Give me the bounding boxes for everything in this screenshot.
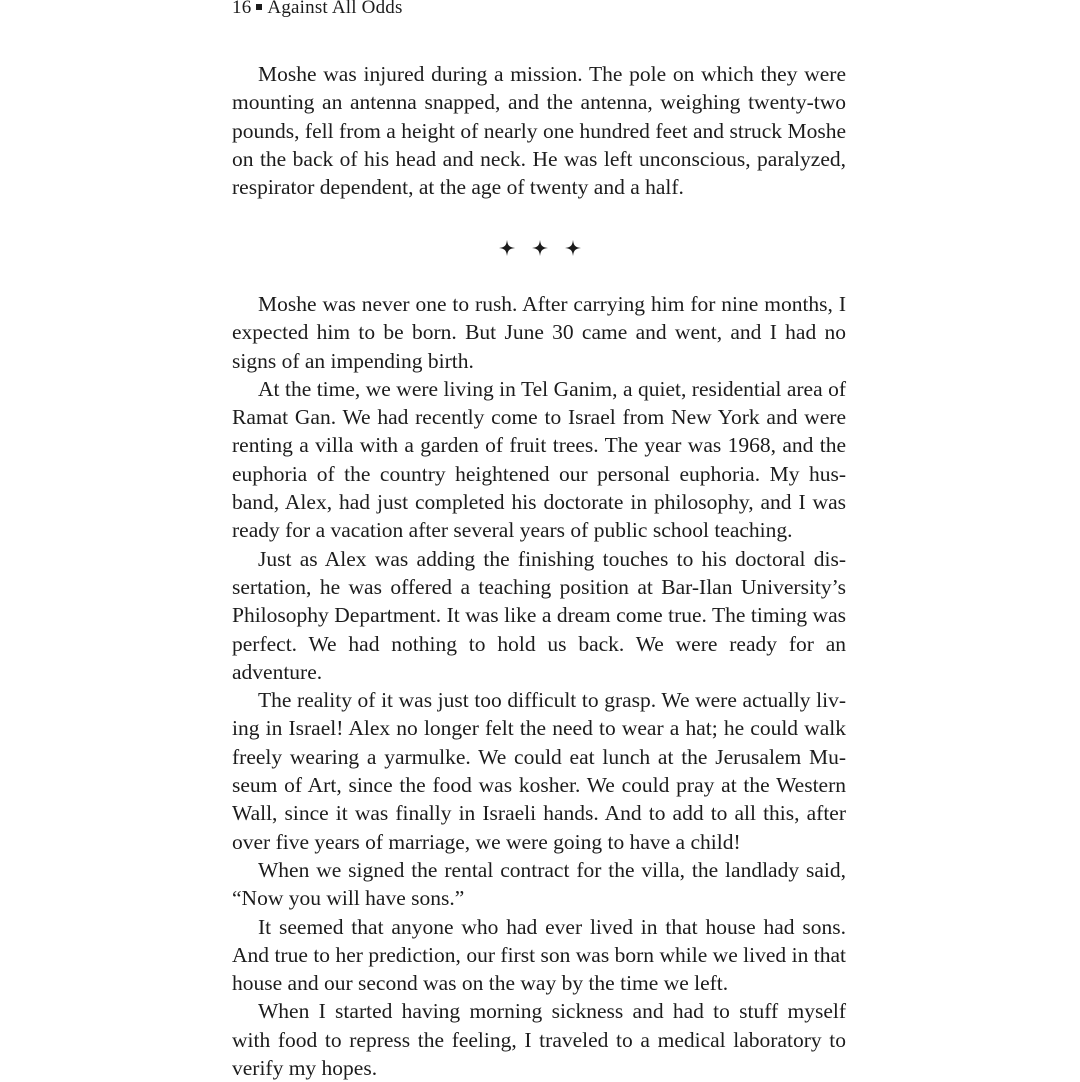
four-point-star-icon <box>564 239 582 257</box>
section-2 <box>232 290 846 1082</box>
paragraph: It seemed that anyone who had ever lived in that house had sons. And true to her prediction, our first son was born while we lived in that house and our second was on the way by the time we left. <box>232 914 846 996</box>
paragraph: The reality of it was just too difficult to grasp. We were actually living in Israel! Alex no longer felt the need to wear a hat; he could walk freely wearing a yarmulke. We could eat lunch at the Jerusalem Museum of Art, since the food was kosher. We could pray at the Western Wall, since it was finally in Israeli hands. And to add to all this, after over five years of marriage, we were going to have a child! <box>232 688 846 854</box>
paragraph: Just as Alex was adding the finishing touches to his doctoral dissertation, he was offered a teaching position at Bar-Ilan University’s Philosophy Department. It was like a dream come true. The timing was perfect. We had nothing to hold us back. We were ready for an adventure. <box>232 546 846 684</box>
running-head <box>232 0 403 20</box>
paragraph: Moshe was never one to rush. After carrying him for nine months, I expected him to be born. But June 30 came and went, and I had no signs of an impending birth. <box>232 292 846 373</box>
bullet-separator-icon <box>256 4 262 10</box>
paragraph: Moshe was injured during a mission. The pole on which they were mounting an antenna snapped, and the antenna, weighing twenty-two pounds, fell from a height of nearly one hundred feet and struck Moshe on the back of his head and neck. He was left unconscious, paralyzed, respirator dependent, at the age of twenty and a half. <box>232 62 846 200</box>
book-title: Against All Odds <box>267 0 403 18</box>
paragraph: At the time, we were living in Tel Ganim, a quiet, residential area of Ramat Gan. We had recently come to Israel from New York and were renting a villa with a garden of fruit trees. The year was 1968, and the euphoria of the country heightened our personal euphoria. My husband, Alex, had just completed his doctorate in philosophy, and I was ready for a vacation after several years of public school teaching. <box>232 376 846 543</box>
four-point-star-icon <box>498 239 516 257</box>
four-point-star-icon <box>531 239 549 257</box>
section-break-ornament <box>498 234 582 262</box>
paragraph: When we signed the rental contract for the villa, the landlady said, “Now you will have sons.” <box>232 857 846 911</box>
page-number: 16 <box>232 0 252 18</box>
paragraph: When I started having morning sickness and had to stuff myself with food to repress the feeling, I traveled to a medical laboratory to verify my hopes. <box>232 999 846 1081</box>
section-1 <box>232 60 846 201</box>
